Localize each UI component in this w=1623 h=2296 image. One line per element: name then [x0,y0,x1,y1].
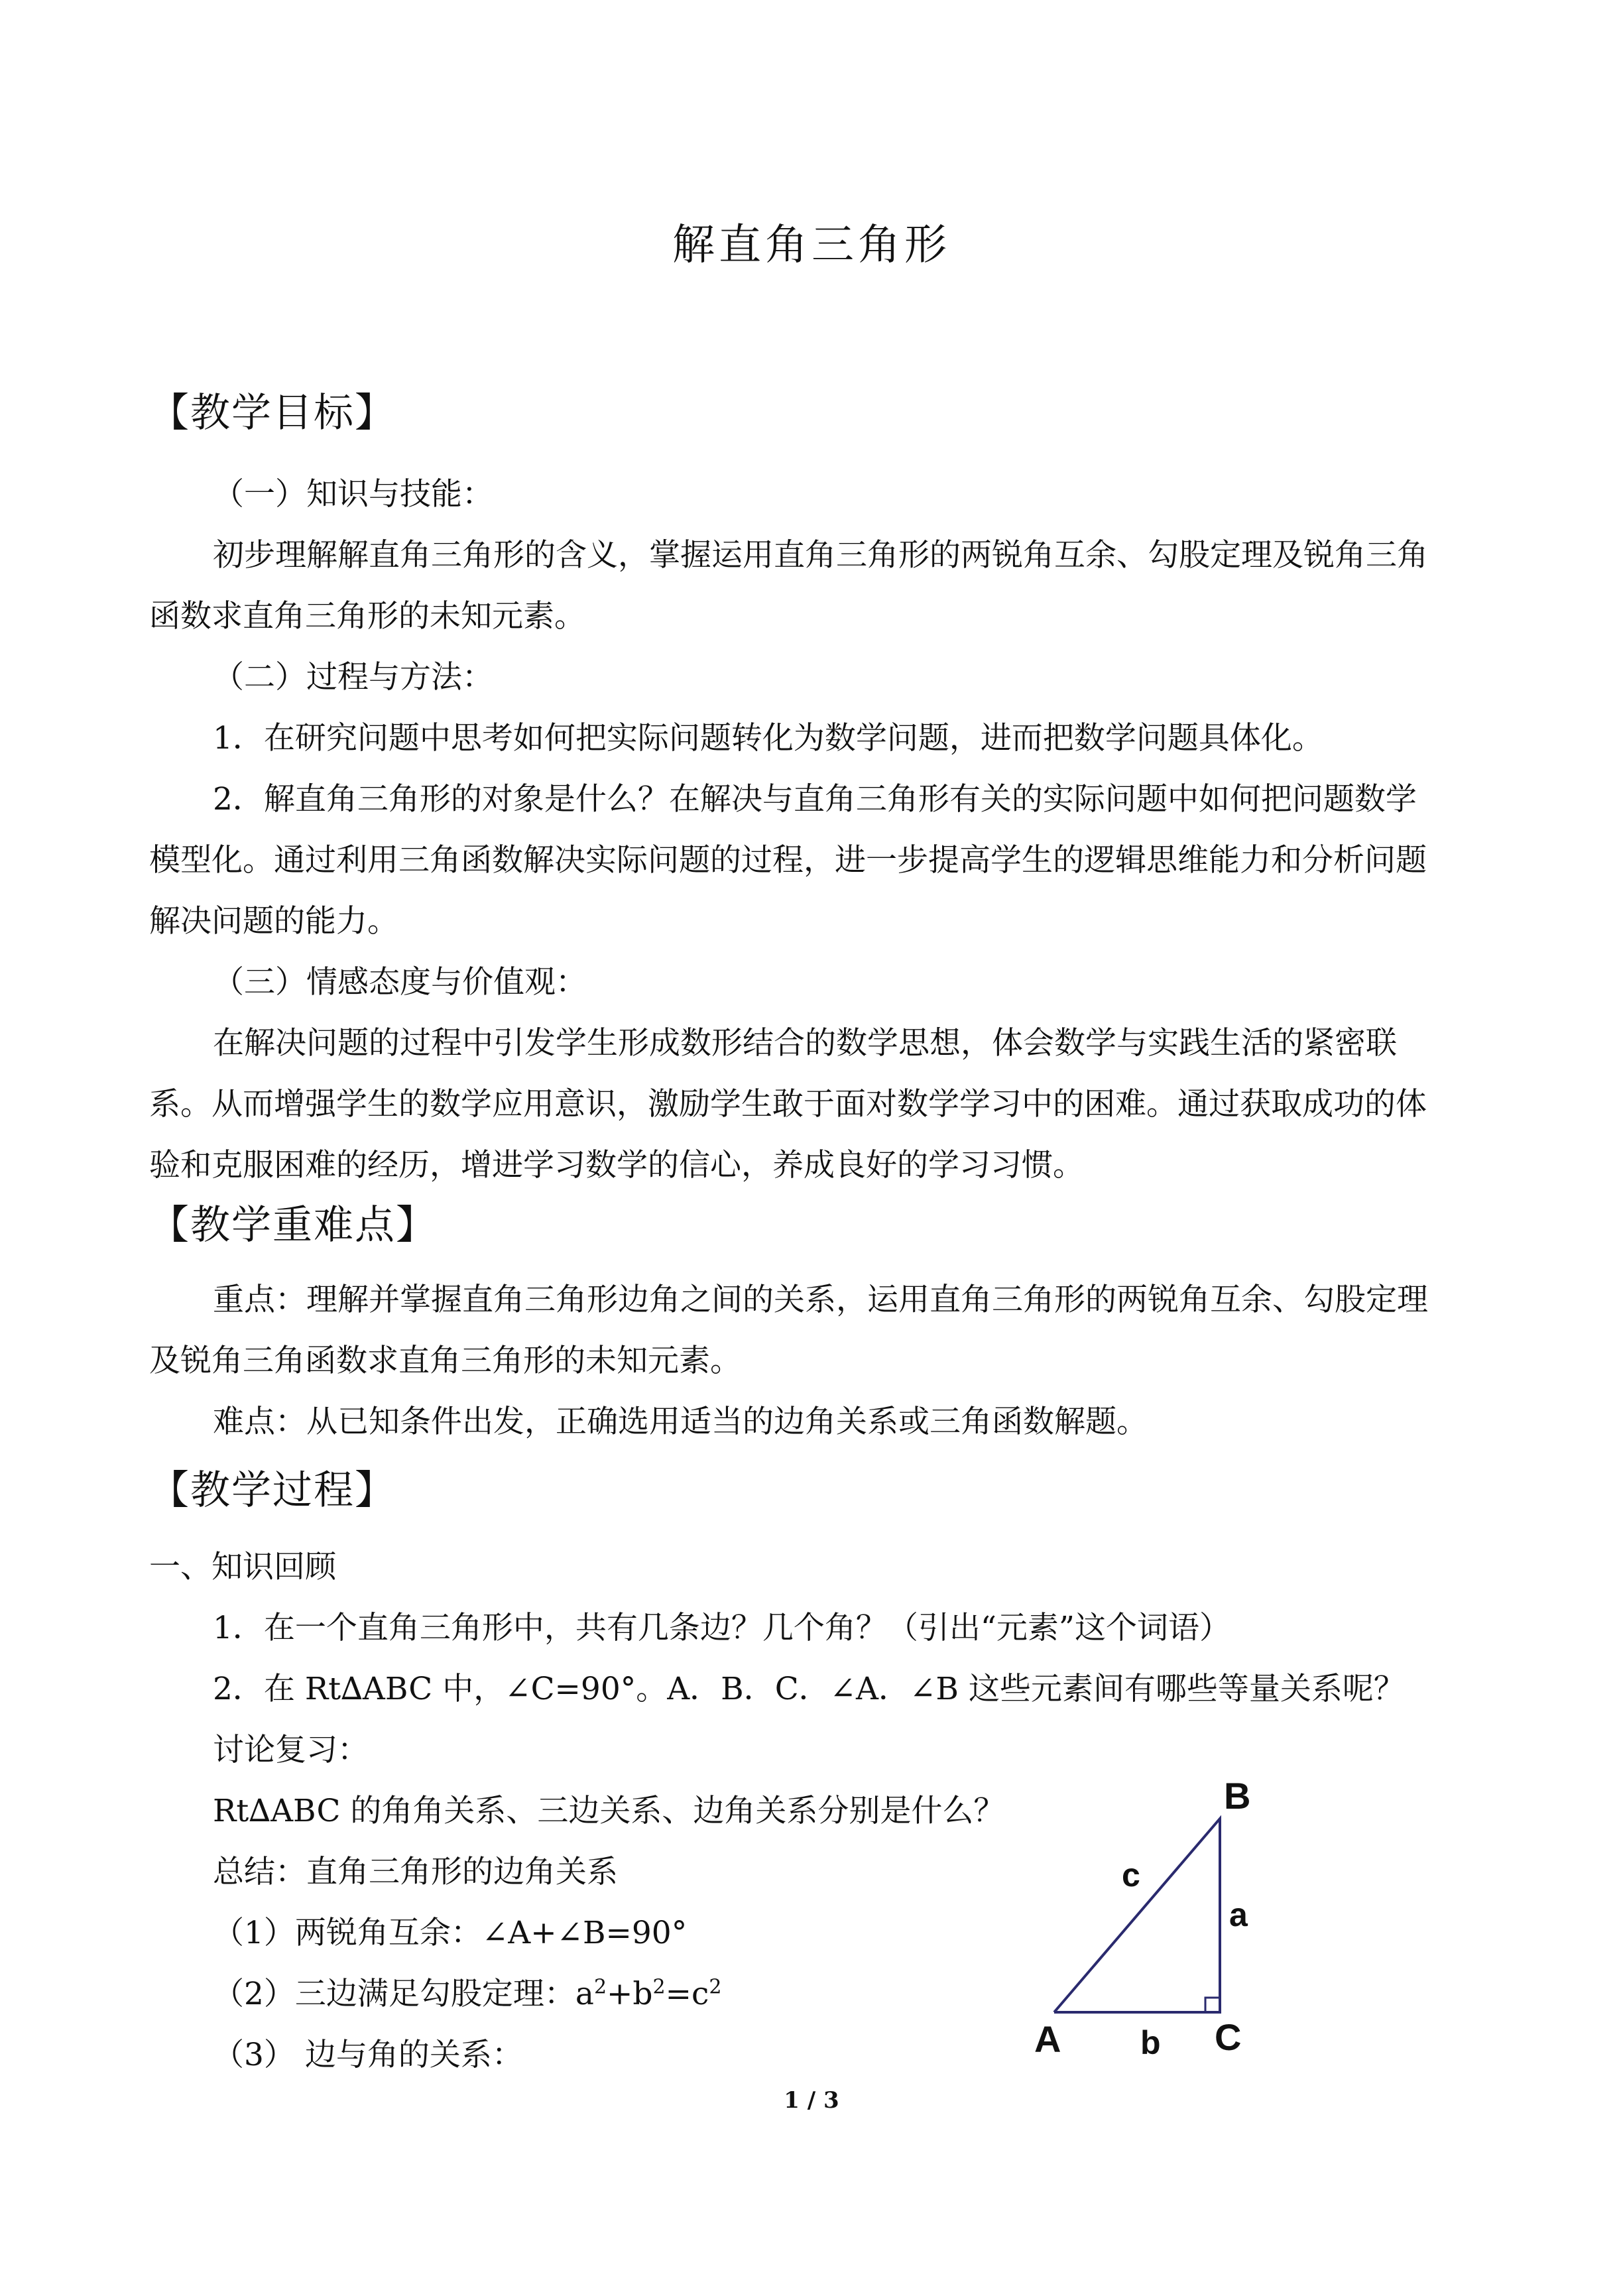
question-line: 1．在一个直角三角形中，共有几条边？几个角？（引出“元素”这个词语） [213,1610,1231,1646]
list-item-pythagoras: （2）三边满足勾股定理：$a^2+b^2=c^2$ [213,1975,722,2012]
side-label-b: b [1140,2024,1161,2061]
right-triangle-diagram [1021,1777,1313,2069]
vertex-label-A: A [1034,2018,1061,2060]
side-label-a: a [1229,1896,1248,1933]
triangle-outline [1054,1819,1220,2012]
vertex-label-B: B [1224,1777,1251,1817]
paragraph-line: 难点：从已知条件出发，正确选用适当的边角关系或三角函数解题。 [213,1404,1148,1440]
paragraph-line: 解决问题的能力。 [149,903,398,939]
paragraph-line: 系。从而增强学生的数学应用意识，激励学生敢于面对数学学习中的困难。通过获取成功的体 [149,1086,1427,1122]
paragraph-line: Rt∆ABC 的角角关系、三边关系、边角关系分别是什么？ [213,1793,1005,1829]
subheading-process: （二）过程与方法： [213,659,493,695]
vertex-label-C: C [1215,2016,1242,2058]
paragraph-line: 函数求直角三角形的未知元素。 [149,598,585,634]
paragraph-line: 验和克服困难的经历，增进学习数学的信心，养成良好的学习习惯。 [149,1147,1084,1183]
question-line: 2．在 Rt∆ABC 中，∠C=90°。A．B．C．∠A．∠B 这些元素间有哪些等量关系呢？ [213,1671,1405,1707]
part-heading: 一、知识回顾 [149,1549,336,1585]
paragraph-line: 总结：直角三角形的边角关系 [213,1854,618,1890]
list-item: （1）两锐角互余：∠A+∠B=90° [213,1915,688,1951]
subheading-attitude: （三）情感态度与价值观： [213,964,587,1000]
paragraph-line: 模型化。通过利用三角函数解决实际问题的过程，进一步提高学生的逻辑思维能力和分析问题 [149,842,1427,878]
section-heading-process: 【教学过程】 [149,1467,396,1514]
paragraph-line: 2．解直角三角形的对象是什么？在解决与直角三角形有关的实际问题中如何把问题数学 [213,781,1417,817]
paragraph-line: 1．在研究问题中思考如何把实际问题转化为数学问题，进而把数学问题具体化。 [213,720,1323,756]
paragraph-line: 及锐角三角函数求直角三角形的未知元素。 [149,1343,741,1379]
list-item: （3） 边与角的关系： [213,2037,523,2073]
page-number: 1 / 3 [784,2087,839,2114]
right-angle-mark [1205,1998,1220,2012]
document-title: 解直角三角形 [672,221,951,270]
subheading-knowledge: （一）知识与技能： [213,476,493,513]
paragraph-line: 初步理解解直角三角形的含义，掌握运用直角三角形的两锐角互余、勾股定理及锐角三角 [213,537,1428,574]
section-heading-key-points: 【教学重难点】 [149,1202,437,1248]
side-label-c: c [1122,1856,1140,1894]
paragraph-line: 在解决问题的过程中引发学生形成数形结合的数学思想，体会数学与实践生活的紧密联 [213,1025,1397,1061]
key-points-body [149,1270,1475,1453]
section-heading-objectives: 【教学目标】 [149,390,396,436]
objectives-body [149,464,1475,1196]
paragraph-line: 讨论复习： [213,1732,369,1768]
paragraph-line: 重点：理解并掌握直角三角形边角之间的关系，运用直角三角形的两锐角互余、勾股定理 [213,1282,1428,1318]
